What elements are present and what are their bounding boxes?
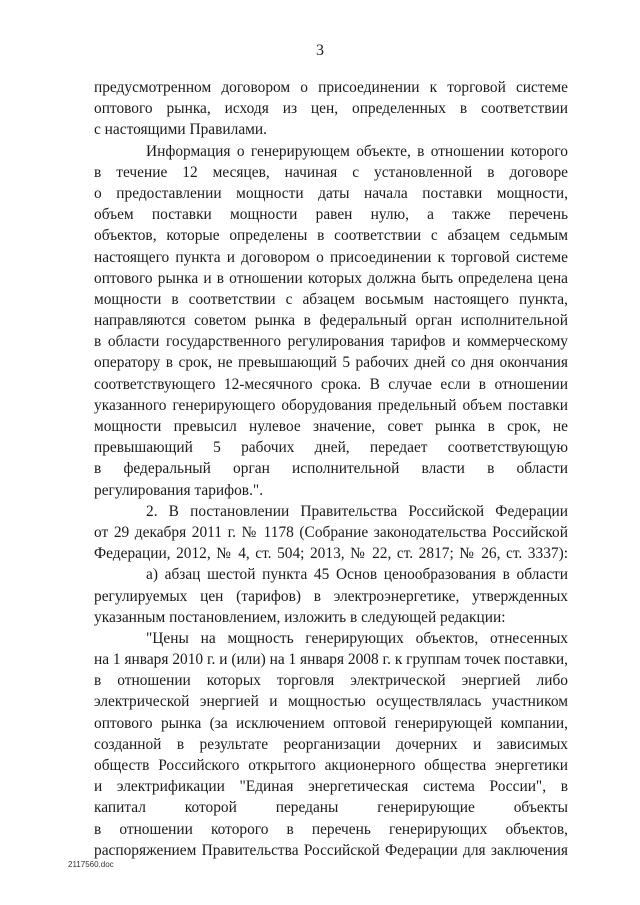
text-line: в отношении которого в перечень генерирующих объектов, [94, 820, 568, 838]
text-line: в отношении которых торговля электрической энергией либо [94, 672, 568, 690]
text-line: объектов, которые определены в соответствии с абзацем седьмым [94, 227, 568, 245]
text-line: оптового рынка (за исключением оптовой генерирующей компании, [94, 714, 568, 732]
text-line: в области государственного регулирования тарифов и коммерческому [94, 333, 568, 351]
document-body [94, 77, 568, 861]
text-line: от 29 декабря 2011 г. № 1178 (Собрание законодательства Российской [94, 523, 568, 541]
text-line: 2. В постановлении Правительства Российской Федерации [146, 502, 568, 520]
text-line: "Цены на мощность генерирующих объектов, отнесенных [146, 629, 568, 647]
text-line: Федерации, 2012, № 4, ст. 504; 2013, № 22, ст. 2817; № 26, ст. 3337): [94, 545, 568, 563]
text-line: оптового рынка и в отношении которых должна быть определена цена [94, 269, 568, 287]
text-line: и электрификации "Единая энергетическая система России", в [94, 778, 568, 796]
text-line: оптового рынка, исходя из цен, определенных в соответствии [94, 100, 568, 118]
text-line: направляются советом рынка в федеральный орган исполнительной [94, 312, 568, 330]
text-line: обществ Российского открытого акционерного общества энергетики [94, 757, 568, 774]
text-line: настоящего пункта и договором о присоединении к торговой системе [94, 248, 568, 266]
text-line: в федеральный орган исполнительной власти в области [94, 460, 568, 478]
text-line: превышающий 5 рабочих дней, передает соответствующую [94, 439, 568, 457]
text-line: в течение 12 месяцев, начиная с установленной в договоре [94, 163, 568, 181]
text-line: с настоящими Правилами. [94, 121, 267, 139]
text-line: на 1 января 2010 г. и (или) на 1 января 2008 г. к группам точек поставки, [94, 651, 568, 669]
text-line: регулирования тарифов.". [94, 481, 264, 499]
text-line: капитал которой переданы генерирующие объекты [94, 799, 568, 817]
text-line: регулируемых цен (тарифов) в электроэнергетике, утвержденных [94, 587, 568, 605]
file-name-footer: 2117560.doc [68, 860, 114, 869]
text-line: а) абзац шестой пункта 45 Основ ценообразования в области [146, 566, 568, 584]
text-line: созданной в результате реорганизации дочерних и зависимых [94, 735, 568, 753]
text-line: электрической энергией и мощностью осуществлялась участником [94, 693, 568, 711]
text-line: предусмотренном договором о присоединении к торговой системе [94, 79, 568, 96]
text-line: о предоставлении мощности даты начала поставки мощности, [94, 184, 568, 202]
text-line: соответствующего 12-месячного срока. В случае если в отношении [94, 375, 568, 393]
text-line: мощности в соответствии с абзацем восьмым настоящего пункта, [94, 290, 568, 308]
text-line: оператору в срок, не превышающий 5 рабочих дней со дня окончания [94, 354, 568, 372]
text-line: распоряжением Правительства Российской Федерации для заключения [94, 841, 568, 859]
page-number: 3 [316, 42, 324, 59]
text-line: мощности превысил нулевое значение, совет рынка в срок, не [94, 418, 568, 435]
text-line: Информация о генерирующем объекте, в отношении которого [146, 142, 568, 160]
text-line: указанным постановлением, изложить в следующей редакции: [94, 608, 506, 626]
text-line: указанного генерирующего оборудования предельный объем поставки [94, 396, 568, 414]
text-line: объем поставки мощности равен нулю, а также перечень [94, 206, 568, 224]
